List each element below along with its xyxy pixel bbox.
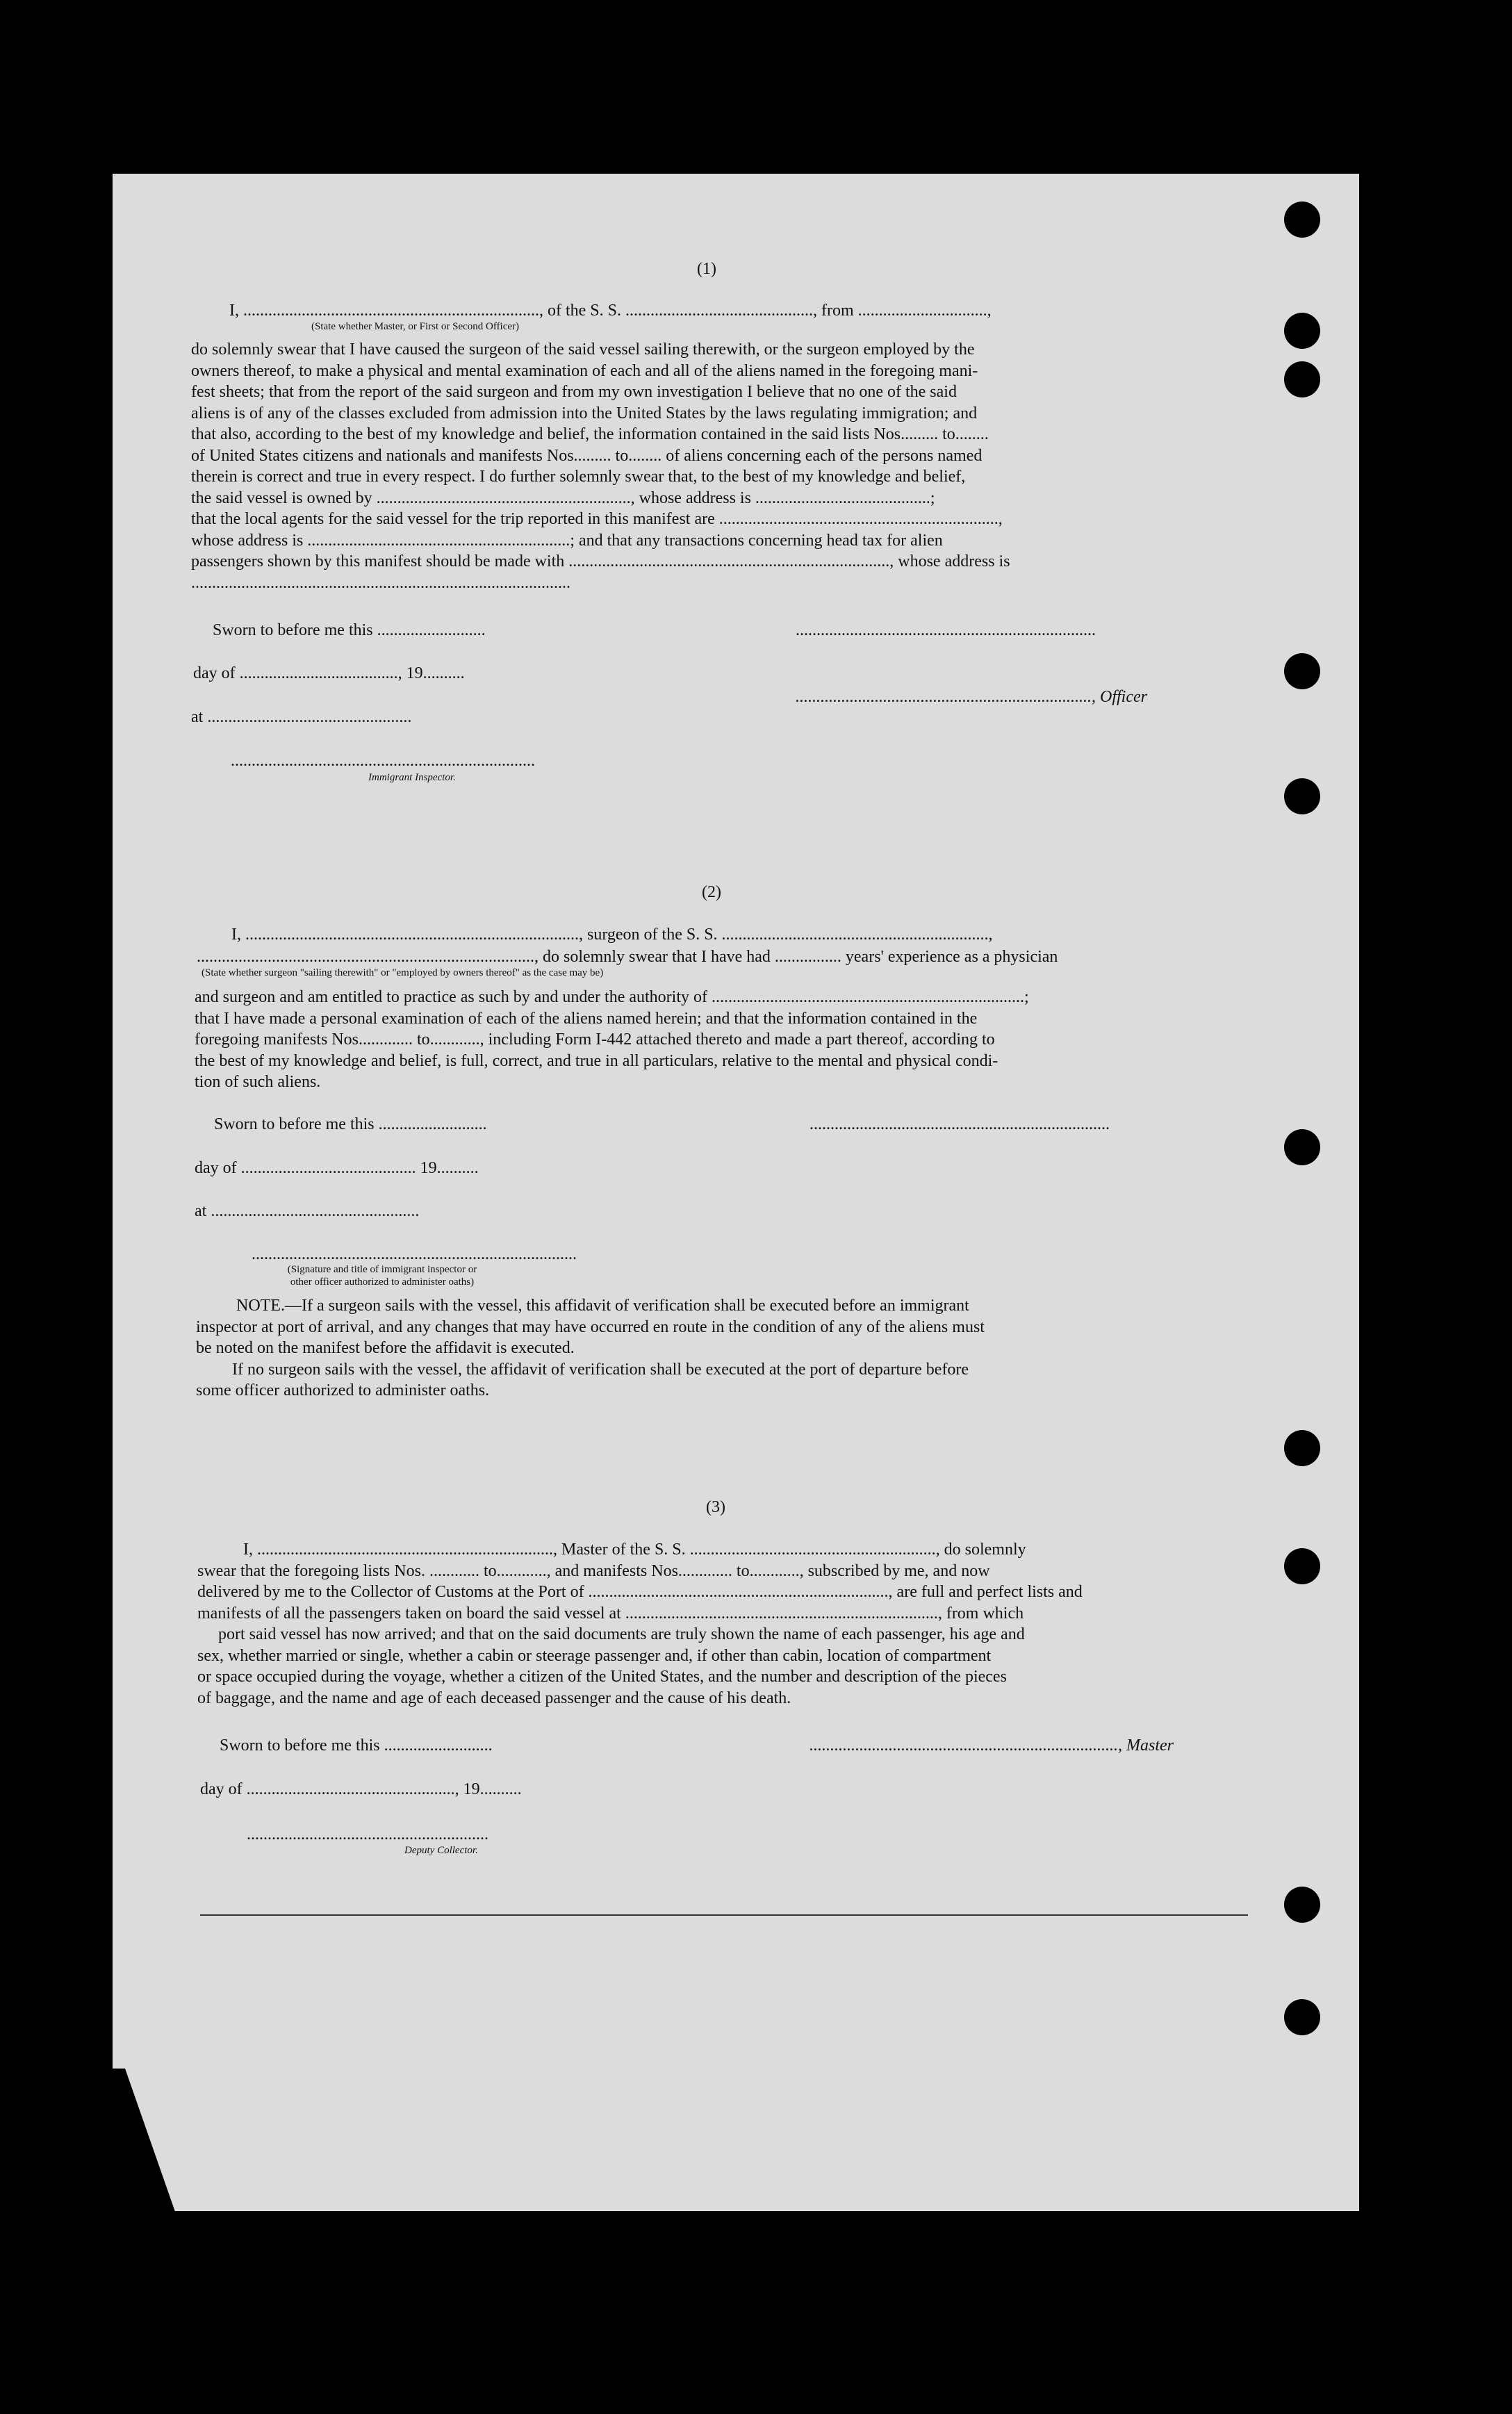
sworn-line: Sworn to before me this ..........................	[213, 621, 486, 639]
section-number: (2)	[702, 883, 721, 901]
punch-hole	[1284, 313, 1320, 349]
inspector-sig-line: .........................................................................	[231, 752, 535, 770]
surgeon-line: I, ................................................................................, surgeon of the S. S. ................................................................,	[231, 926, 993, 944]
punch-hole	[1284, 1430, 1320, 1466]
sworn-line: Sworn to before me this ..........................	[214, 1115, 487, 1133]
punch-hole	[1284, 778, 1320, 814]
collector-sig-line: ..........................................................	[247, 1825, 488, 1844]
at-line: at .................................................	[191, 708, 412, 726]
punch-hole	[1284, 202, 1320, 238]
collector-title: Deputy Collector.	[404, 1845, 478, 1856]
day-line: day of .......................................... 19..........	[195, 1159, 479, 1177]
punch-hole	[1284, 1129, 1320, 1165]
surgeon-paragraph: and surgeon and am entitled to practice as such by and under the authority of ...........................................................................; that I have made a personal examination of each of the aliens named herein; and that the information contained in the foregoing manifests Nos............. to............, including Form I-442 attached thereto and made a part thereof, according to the best of my knowledge and belief, is full, correct, and true in all particulars, relative to the mental and physical condi- tion of such aliens.	[195, 988, 1029, 1091]
day-line: day of ......................................, 19..........	[193, 664, 465, 682]
punch-hole	[1284, 361, 1320, 397]
officer-note: (State whether Master, or First or Second Officer)	[311, 321, 520, 332]
punch-hole	[1284, 1887, 1320, 1923]
signature-note: (Signature and title of immigrant inspector or other officer authorized to administer oaths)	[287, 1264, 477, 1288]
punch-hole	[1284, 653, 1320, 689]
surgeon-line: ................................................................................., do solemnly swear that I have had ................ years' experience as a physician	[197, 948, 1058, 966]
inspector-title: Immigrant Inspector.	[368, 772, 456, 783]
at-line: at ..................................................	[195, 1202, 420, 1220]
signature-line: ........................................................................	[796, 621, 1096, 639]
punch-hole	[1284, 1548, 1320, 1584]
master-line: .........................................................................., Master	[810, 1736, 1174, 1755]
oath-line: I, ......................................................................., of the S. S. ............................................., from ...............................,	[229, 302, 992, 320]
inspector-sig-line: ..............................................................................	[252, 1245, 577, 1263]
section-number: (1)	[697, 260, 716, 278]
officer-line: ......................................................................., Officer	[796, 688, 1147, 706]
oath-paragraph: do solemnly swear that I have caused the surgeon of the said vessel sailing therewith, or the surgeon employed by the owners thereof, to make a physical and mental examination of each and all of the aliens named in the foregoing mani- fest sheets; that from the report of the said surgeon and from my own investigation I believe that no one of the said aliens is of any of the classes excluded from admission into the United States by the laws regulating immigration; and that also, according to the best of my knowledge and belief, the information contained in the said lists Nos......... to........ of United States citizens and nationals and manifests Nos......... to........ of aliens concerning each of the persons named therein is correct and true in every respect. I do further solemnly swear that, to the best of my knowledge and belief, the said vessel is owned by ............................................................., whose address is ..........................................; that the local agents for the said vessel for the trip reported in this manifest are ..................................................................., whose address is ...............................................................; and that any transactions concerning head tax for alien passengers shown by this manifest should be made with ............................................................................., whose address is ...........................................................................................	[191, 340, 1010, 592]
sworn-line: Sworn to before me this ..........................	[220, 1736, 493, 1755]
section-number: (3)	[706, 1498, 725, 1516]
bottom-rule	[200, 1914, 1248, 1916]
surgeon-note: (State whether surgeon "sailing therewith" or "employed by owners thereof" as the case may be)	[202, 967, 604, 978]
day-line: day of .................................................., 19..........	[200, 1780, 522, 1798]
signature-line: ........................................................................	[810, 1115, 1110, 1133]
punch-hole	[1284, 1999, 1320, 2035]
master-paragraph: I, ......................................................................., Master of the S. S. ..........................................................., do solemnly swear that the foregoing lists Nos. ............ to............, and manifests Nos............. to............, subscribed by me, and now delivered by me to the Collector of Customs at the Port of ........................................................................, are full and perfect lists and manifests of all the passengers taken on board the said vessel at ..........................................................................., from which port said vessel has now arrived; and that on the said documents are truly shown the name of each passenger, his age and sex, whether married or single, whether a cabin or steerage passenger and, if other than cabin, location of compartment or space occupied during the voyage, whether a citizen of the United States, and the number and description of the pieces of baggage, and the name and age of each deceased passenger and the cause of his death.	[197, 1541, 1083, 1707]
note-paragraph: NOTE.—If a surgeon sails with the vessel, this affidavit of verification shall be executed before an immigrant inspector at port of arrival, and any changes that may have occurred en route in the condition of any of the aliens must be noted on the manifest before the affidavit is executed. If no surgeon sails with the vessel, the affidavit of verification shall be executed at the port of departure before some officer authorized to administer oaths.	[196, 1297, 985, 1399]
